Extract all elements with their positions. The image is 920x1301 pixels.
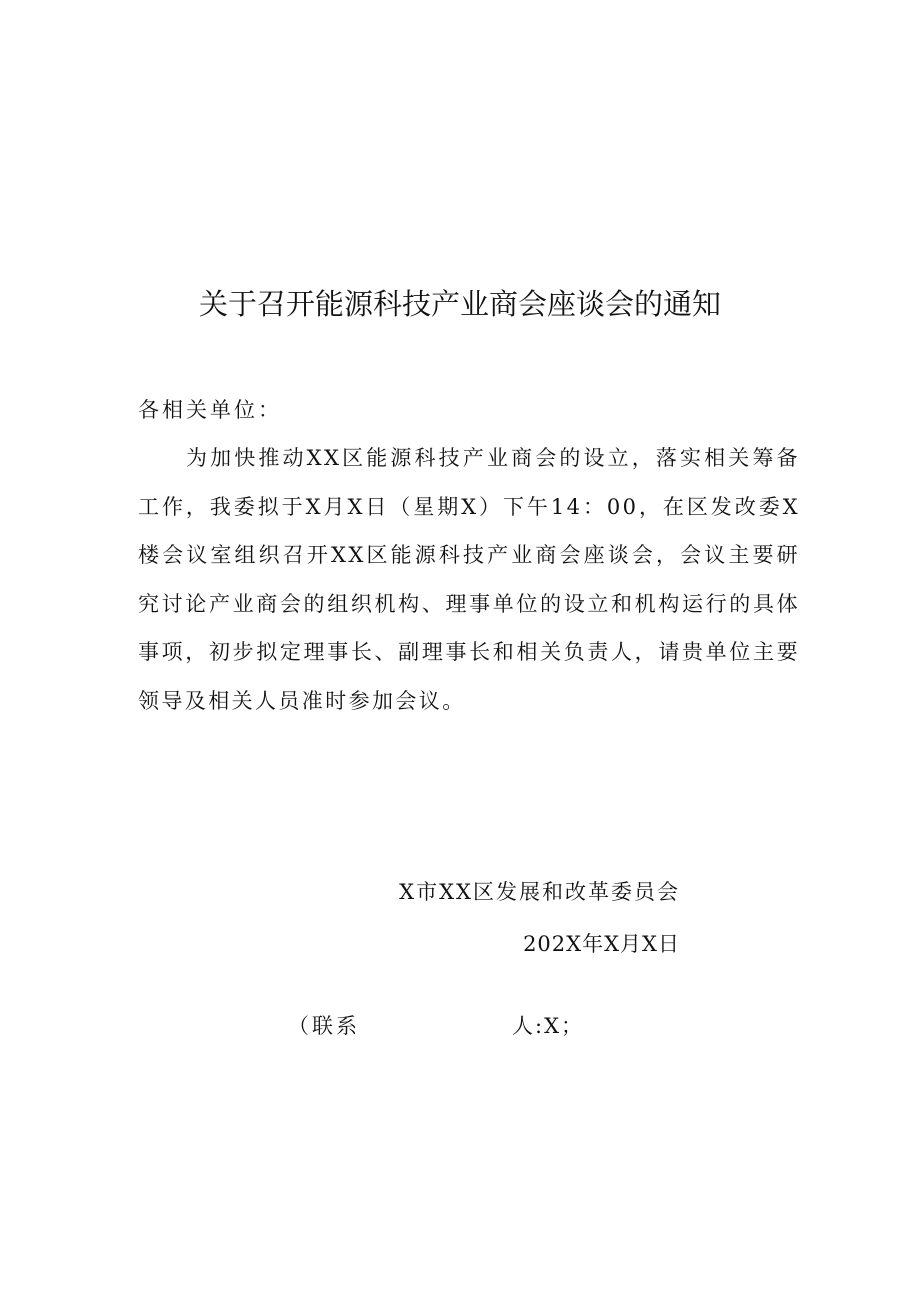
contact-value: 人:X；	[512, 1014, 585, 1038]
document-title: 关于召开能源科技产业商会座谈会的通知	[198, 287, 721, 321]
contact-line	[288, 1004, 584, 1048]
contact-label: （联系	[288, 1014, 360, 1038]
signature-date: 202X年X月X日	[523, 932, 680, 956]
salutation: 各相关单位：	[138, 398, 282, 422]
signature-organization: X市XX区发展和改革委员会	[399, 880, 680, 904]
body-paragraph: 为加快推动XX区能源科技产业商会的设立，落实相关筹备工作，我委拟于X月X日（星期X）下午14：00，在区发改委X楼会议室组织召开XX区能源科技产业商会座谈会，会议主要研究讨论产业商会的组织机构、理事单位的设立和机构运行的具体事项，初步拟定理事长、副理事长和相关负责人，请贵单位主要领导及相关人员准时参加会议。	[138, 446, 800, 713]
